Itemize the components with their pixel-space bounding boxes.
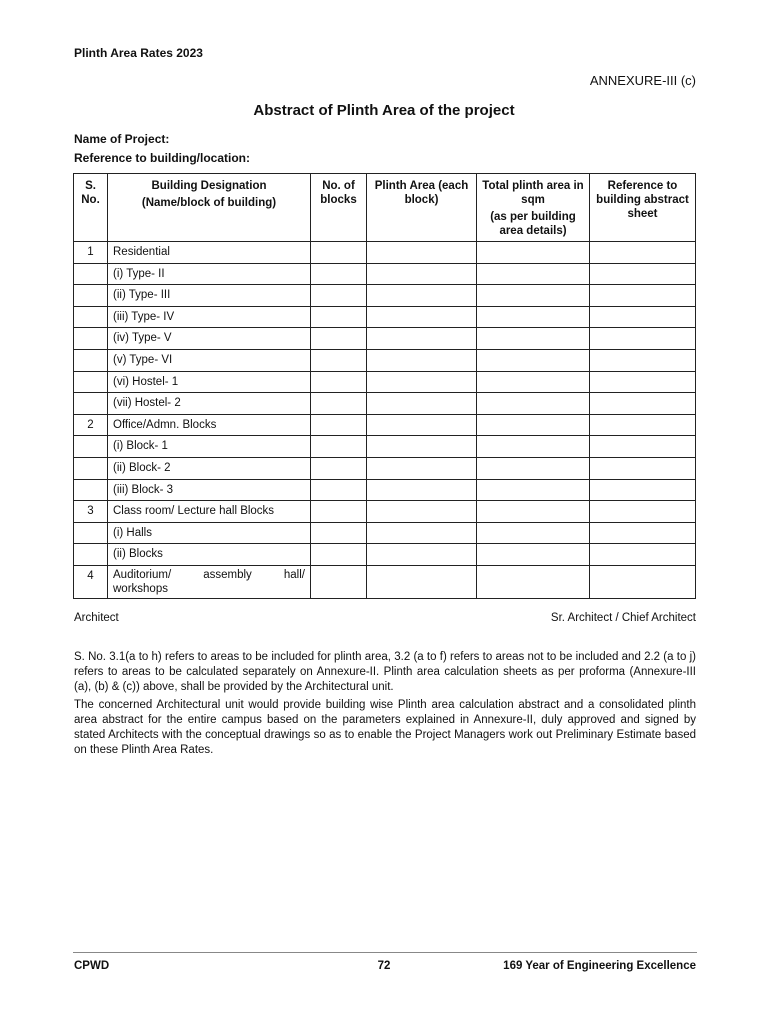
page-number: 72 [377, 960, 391, 972]
cell-reference [590, 328, 696, 350]
cell-plinth-each [367, 371, 477, 393]
row-designation: (vii) Hostel- 2 [108, 393, 311, 415]
header-designation [108, 174, 311, 242]
table-row [74, 565, 696, 598]
row-sno: 2 [74, 414, 108, 436]
cell-reference [590, 393, 696, 415]
cell-blocks [311, 349, 367, 371]
cell-reference [590, 565, 696, 598]
header-designation-sub: (Name/block of building) [141, 197, 277, 209]
table-row [74, 457, 696, 479]
row-sno [74, 544, 108, 566]
row-sno [74, 436, 108, 458]
annexure-label: ANNEXURE-III (c) [589, 73, 696, 88]
cell-total [477, 522, 590, 544]
table-row [74, 436, 696, 458]
table-row [74, 285, 696, 307]
cell-reference [590, 479, 696, 501]
row-designation: (ii) Type- III [108, 285, 311, 307]
row-sno: 1 [74, 242, 108, 264]
cell-blocks [311, 306, 367, 328]
cell-blocks [311, 479, 367, 501]
row-designation: (i) Type- II [108, 263, 311, 285]
cell-reference [590, 436, 696, 458]
cell-blocks [311, 544, 367, 566]
row-designation-line2: workshops [113, 582, 168, 595]
cell-total [477, 544, 590, 566]
header-total-sub: (as per building area details) [490, 211, 576, 237]
cell-reference [590, 457, 696, 479]
cell-blocks [311, 263, 367, 285]
row-sno [74, 328, 108, 350]
cell-total [477, 414, 590, 436]
cell-total [477, 306, 590, 328]
cell-reference [590, 501, 696, 523]
row-designation: (iii) Type- IV [108, 306, 311, 328]
note-paragraph: The concerned Architectural unit would provide building wise Plinth area calculation abstract and a consolidated plinth area abstract for the entire campus based on the parameters explained in Annexure-II, duly approved and signed by stated Architects with the conceptual drawings so as to enable the Project Managers work out Preliminary Estimate based on these Plinth Area Rates. [74, 699, 696, 756]
cell-total [477, 371, 590, 393]
row-designation: (i) Halls [108, 522, 311, 544]
cell-reference [590, 371, 696, 393]
cell-blocks [311, 565, 367, 598]
reference-label: Reference to building/location: [74, 151, 251, 165]
cell-reference [590, 242, 696, 264]
cell-blocks [311, 393, 367, 415]
cell-total [477, 285, 590, 307]
cell-total [477, 436, 590, 458]
cell-plinth-each [367, 242, 477, 264]
page-title: Abstract of Plinth Area of the project [253, 102, 515, 119]
cell-plinth-each [367, 263, 477, 285]
cell-blocks [311, 414, 367, 436]
footer-org: CPWD [74, 960, 110, 972]
cell-plinth-each [367, 285, 477, 307]
row-sno: 3 [74, 501, 108, 523]
table-row [74, 393, 696, 415]
cell-reference [590, 263, 696, 285]
header-total [477, 174, 590, 242]
cell-total [477, 263, 590, 285]
row-sno [74, 371, 108, 393]
cell-plinth-each [367, 393, 477, 415]
row-designation: Residential [108, 242, 311, 264]
cell-plinth-each [367, 501, 477, 523]
table-row [74, 371, 696, 393]
table-row [74, 349, 696, 371]
header-total-label: Total plinth area in sqm [482, 180, 584, 206]
cell-blocks [311, 457, 367, 479]
cell-reference [590, 306, 696, 328]
table-row [74, 479, 696, 501]
row-sno [74, 306, 108, 328]
cell-total [477, 242, 590, 264]
row-sno: 4 [74, 565, 108, 598]
table-row [74, 263, 696, 285]
cell-plinth-each [367, 328, 477, 350]
cell-total [477, 479, 590, 501]
plinth-area-table [73, 173, 696, 599]
row-sno [74, 349, 108, 371]
row-designation-line1: Auditorium/ assembly hall/ [113, 568, 305, 581]
cell-reference [590, 414, 696, 436]
cell-blocks [311, 242, 367, 264]
chief-architect-signature-label: Sr. Architect / Chief Architect [550, 612, 696, 624]
cell-reference [590, 522, 696, 544]
architect-signature-label: Architect [74, 612, 119, 624]
cell-total [477, 328, 590, 350]
header-plinth-each: Plinth Area (each block) [367, 174, 477, 242]
cell-plinth-each [367, 479, 477, 501]
table-header-row [74, 174, 696, 242]
row-sno [74, 522, 108, 544]
row-designation: (ii) Blocks [108, 544, 311, 566]
cell-reference [590, 544, 696, 566]
cell-plinth-each [367, 522, 477, 544]
row-designation: Office/Admn. Blocks [108, 414, 311, 436]
row-designation: (vi) Hostel- 1 [108, 371, 311, 393]
header-reference: Reference to building abstract sheet [590, 174, 696, 242]
table-row [74, 328, 696, 350]
row-designation: (iii) Block- 3 [108, 479, 311, 501]
note-paragraph: S. No. 3.1(a to h) refers to areas to be included for plinth area, 3.2 (a to f) refers to areas not to be included and 2.2 (a to j) refers to areas to be calculated separately on Annexure-II. Plinth area calculation sheets as per proforma (Annexure-III (a), (b) & (c)) above, shall be provided by the Architectural unit. [74, 651, 696, 693]
cell-plinth-each [367, 544, 477, 566]
cell-reference [590, 349, 696, 371]
footer-tagline: 169 Year of Engineering Excellence [503, 960, 696, 972]
cell-total [477, 457, 590, 479]
cell-reference [590, 285, 696, 307]
cell-blocks [311, 522, 367, 544]
cell-total [477, 565, 590, 598]
cell-blocks [311, 371, 367, 393]
row-sno [74, 457, 108, 479]
cell-plinth-each [367, 349, 477, 371]
header-sno: S. No. [74, 174, 108, 242]
cell-total [477, 501, 590, 523]
footer-divider [73, 952, 697, 953]
row-designation: (iv) Type- V [108, 328, 311, 350]
running-header: Plinth Area Rates 2023 [74, 46, 203, 60]
cell-plinth-each [367, 414, 477, 436]
header-blocks: No. of blocks [311, 174, 367, 242]
table-row [74, 414, 696, 436]
row-designation: Class room/ Lecture hall Blocks [108, 501, 311, 523]
cell-total [477, 349, 590, 371]
table-row [74, 306, 696, 328]
header-designation-label: Building Designation [151, 180, 267, 192]
cell-plinth-each [367, 565, 477, 598]
cell-plinth-each [367, 306, 477, 328]
table-row [74, 501, 696, 523]
table-row [74, 544, 696, 566]
cell-blocks [311, 328, 367, 350]
cell-total [477, 393, 590, 415]
table-row [74, 522, 696, 544]
cell-blocks [311, 285, 367, 307]
row-designation: (i) Block- 1 [108, 436, 311, 458]
cell-plinth-each [367, 457, 477, 479]
row-sno [74, 263, 108, 285]
table-row [74, 242, 696, 264]
row-sno [74, 479, 108, 501]
cell-blocks [311, 436, 367, 458]
row-sno [74, 285, 108, 307]
row-sno [74, 393, 108, 415]
row-designation [108, 565, 311, 598]
row-designation: (ii) Block- 2 [108, 457, 311, 479]
row-designation: (v) Type- VI [108, 349, 311, 371]
cell-plinth-each [367, 436, 477, 458]
cell-blocks [311, 501, 367, 523]
project-name-label: Name of Project: [74, 132, 170, 146]
